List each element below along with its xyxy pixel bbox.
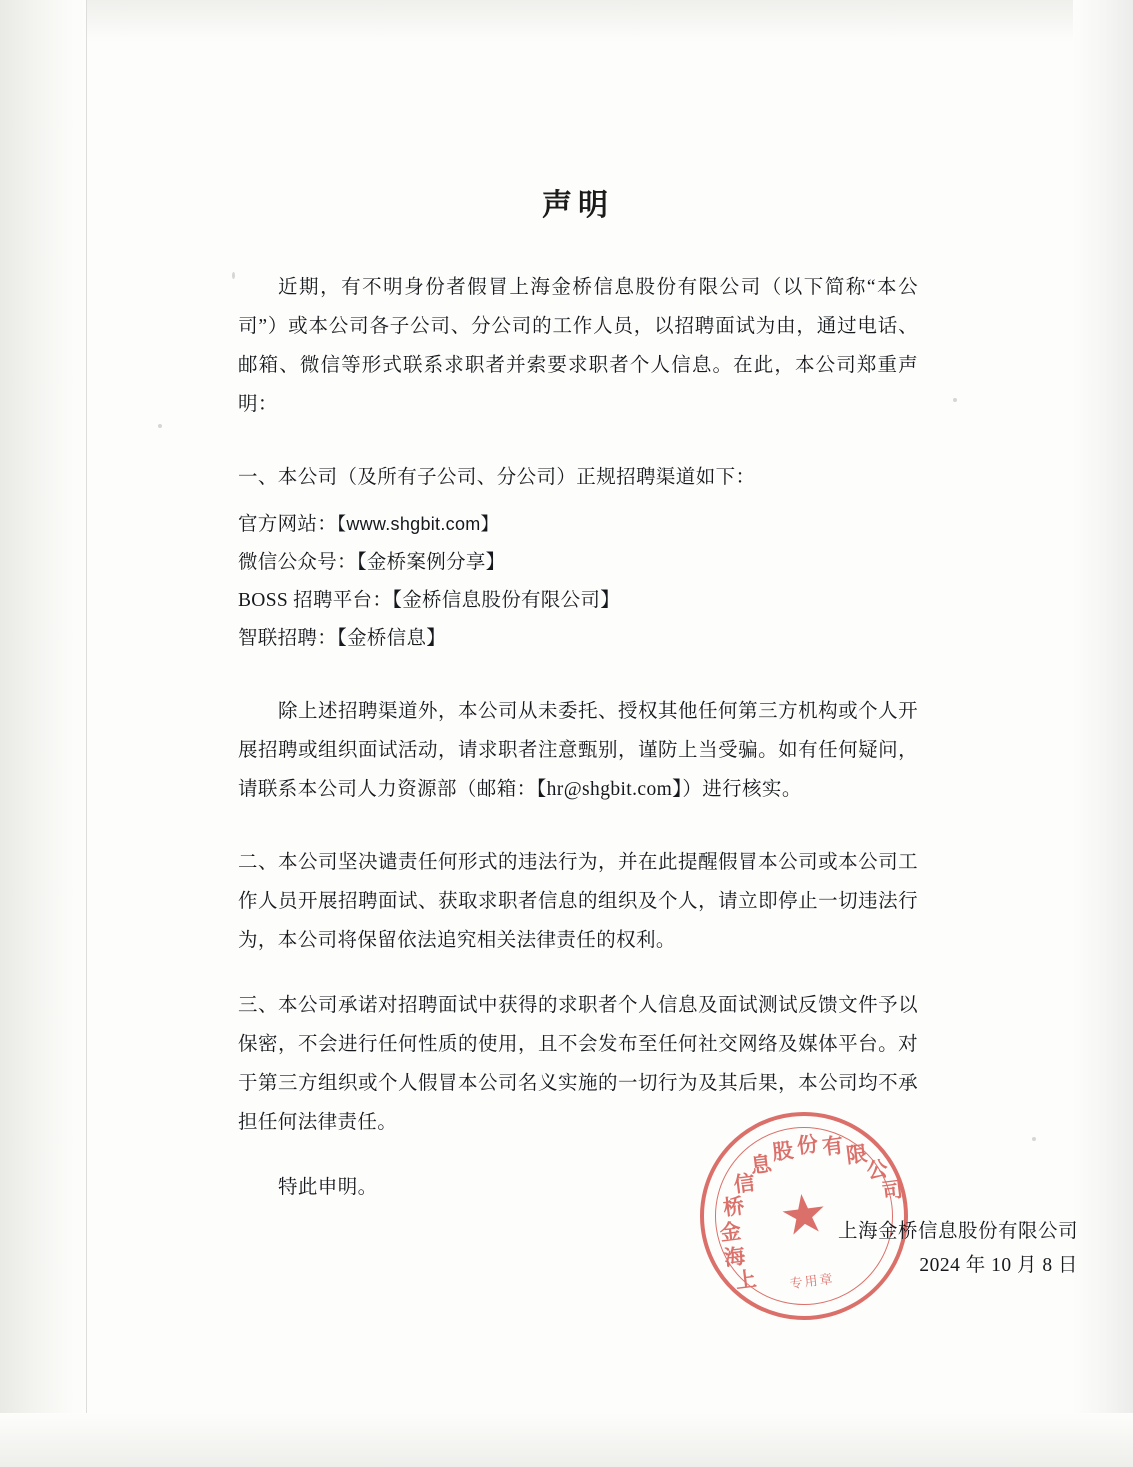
channel-label: 官方网站：: [238, 514, 338, 535]
scan-speck: [953, 398, 957, 402]
section-one-heading: 一、本公司（及所有子公司、分公司）正规招聘渠道如下：: [238, 467, 756, 488]
channel-value: 【www.shgbit.com】: [337, 514, 499, 534]
channel-item-wechat: [238, 544, 918, 582]
star-icon: ★: [776, 1182, 832, 1248]
channel-label: 微信公众号：: [238, 552, 357, 573]
channel-value: 【金桥信息股份有限公司】: [392, 590, 621, 611]
channel-value: 【金桥案例分享】: [356, 552, 506, 573]
page-edge-bottom: [0, 1413, 1133, 1467]
seal-ring-text: 上 海 金 桥 信 息 股 份 有 限 公 司: [718, 1131, 905, 1294]
page-edge-left-line: [86, 0, 87, 1467]
channel-item-boss: [238, 582, 918, 620]
signature-date: 2024 年 10 月 8 日: [919, 1255, 1078, 1276]
scan-speck: [1032, 1137, 1036, 1141]
closing-paragraph: 特此申明。: [278, 1177, 378, 1198]
section-three-paragraph: 三、本公司承诺对招聘面试中获得的求职者个人信息及面试测试反馈文件予以保密，不会进行任何性质的使用，且不会发布至任何社交网络及媒体平台。对于第三方组织或个人假冒本公司名义实施的一切行为及其后果，本公司均不承担任何法律责任。: [238, 995, 918, 1133]
seal-sub-text: 专用章: [788, 1270, 836, 1292]
channel-label: BOSS 招聘平台：: [238, 590, 393, 611]
page-edge-left: [0, 0, 86, 1467]
page-title: 声明: [542, 189, 614, 222]
page-edge-right: [1073, 0, 1133, 1467]
channel-item-website: [238, 505, 918, 544]
signature-block: [658, 1215, 1078, 1283]
section-two-paragraph: 二、本公司坚决谴责任何形式的违法行为，并在此提醒假冒本公司或本公司工作人员开展招聘面试、获取求职者信息的组织及个人，请立即停止一切违法行为，本公司将保留依法追究相关法律责任的权利。: [238, 852, 918, 951]
page-edge-top: [0, 0, 1133, 42]
scan-speck: [232, 272, 235, 279]
document-body: [238, 180, 918, 1215]
intro-paragraph: 近期，有不明身份者假冒上海金桥信息股份有限公司（以下简称“本公司”）或本公司各子公司、分公司的工作人员，以招聘面试为由，通过电话、邮箱、微信等形式联系求职者并索要求职者个人信息。在此，本公司郑重声明：: [238, 277, 918, 415]
channel-value: 【金桥信息】: [337, 628, 447, 649]
scan-speck: [158, 424, 162, 428]
channel-label: 智联招聘：: [238, 628, 338, 649]
signature-company-name: 上海金桥信息股份有限公司: [837, 1221, 1078, 1242]
channel-item-zhilian: [238, 620, 918, 658]
section-one-note: 除上述招聘渠道外，本公司从未委托、授权其他任何第三方机构或个人开展招聘或组织面试活动，请求职者注意甄别，谨防上当受骗。如有任何疑问，请联系本公司人力资源部（邮箱：【hr@shgbit.com】）进行核实。: [238, 701, 918, 800]
